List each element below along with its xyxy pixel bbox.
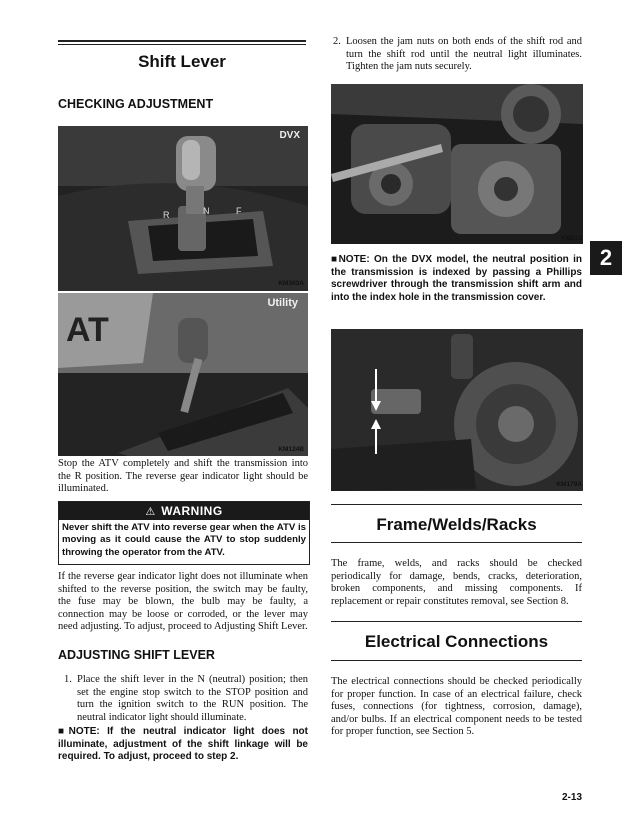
transmission-illustration (331, 329, 583, 491)
frame-section-rule (331, 504, 582, 505)
paragraph-stop-atv: Stop the ATV completely and shift the transmission into the R position. The reverse gear indicator light should be illuminated. (58, 458, 308, 495)
warning-header (59, 502, 309, 520)
photo1-caption: KM363A (278, 280, 304, 287)
photo-model-label-dvx: DVX (279, 130, 300, 141)
svg-text:F: F (236, 206, 242, 216)
paragraph-frame-welds: The frame, welds, and racks should be checked periodically for damage, bends, cracks, deterioration, broken components, and missing components. If replacement or repair constitutes removal, see Section 8. (331, 558, 582, 607)
checking-adjustment-heading: CHECKING ADJUSTMENT (58, 97, 214, 111)
paragraph-reverse-indicator: If the reverse gear indicator light does not illuminate when shifted to the reverse position, the switch may be faulty, the fuse may be blown, the bulb may be faulty, a connection may be loose or corroded, or the lever may need adjusting. To adjust, proceed to Adjusting Shift Lever. (58, 571, 308, 633)
step-2-text: Loosen the jam nuts on both ends of the shift rod and turn the shift rod until the neutral light illuminates. Tighten the jam nuts securely. (346, 36, 582, 73)
section-title-frame-welds-racks: Frame/Welds/Racks (376, 515, 537, 534)
section-title-shift-lever: Shift Lever (138, 52, 226, 71)
svg-text:R: R (163, 210, 170, 220)
shift-lever-illustration (58, 126, 308, 291)
photo3-caption: KM313 (561, 235, 582, 242)
warning-text: Never shift the ATV into reverse gear when the ATV is moving as it could cause the ATV to stop suddenly throwing the operator from the ATV. (62, 522, 306, 558)
frame-section-rule-bottom (331, 542, 582, 543)
paragraph-electrical-connections: The electrical connections should be checked periodically for proper function. In case of an electrical failure, check fuses, connections (for tightness, corrosion, damage), and/or bulbs. If an electrical component needs to be tested for proper function, see Section 5. (331, 676, 582, 738)
utility-shift-illustration (58, 293, 308, 456)
note-dvx-neutral-position: ■NOTE: On the DVX model, the neutral position in the transmission is indexed by passing a Phillips screwdriver through the transmission shift arm and into the index hole in the transmission cover. (331, 254, 582, 303)
step-1-text: Place the shift lever in the N (neutral) position; then set the engine stop switch to the STOP position and turn the ignition switch to the RUN position. The neutral indicator light should illuminate. (77, 674, 308, 723)
electrical-section-rule (331, 621, 582, 622)
adjusting-shift-lever-heading: ADJUSTING SHIFT LEVER (58, 648, 215, 662)
photo4-caption: KM179A (556, 481, 582, 488)
electrical-section-rule-bottom (331, 660, 582, 661)
warning-box (58, 501, 310, 565)
step-2-number: 2. (333, 36, 341, 47)
section-title-electrical-connections: Electrical Connections (364, 632, 549, 651)
svg-text:AT: AT (66, 311, 109, 349)
shift-lever-top-rule (58, 40, 306, 45)
warning-triangle-icon: ⚠ (145, 505, 156, 518)
photo-transmission-cover (331, 329, 583, 491)
svg-text:N: N (203, 206, 210, 216)
photo-utility-shift-lever (58, 293, 308, 456)
engine-illustration (331, 84, 583, 244)
page-number: 2-13 (561, 792, 582, 803)
photo-dvx-shift-lever (58, 126, 308, 291)
step-1-number: 1. (64, 674, 72, 685)
photo-model-label-utility: Utility (267, 297, 298, 309)
photo-shift-rod-engine (331, 84, 583, 244)
chapter-tab: 2 (590, 241, 622, 275)
warning-title: WARNING (161, 504, 223, 518)
note-neutral-indicator: ■NOTE: If the neutral indicator light does not illuminate, adjustment of the shift linkage will be required. To adjust, proceed to step 2. (58, 726, 308, 763)
photo2-caption: KM124B (278, 446, 304, 453)
